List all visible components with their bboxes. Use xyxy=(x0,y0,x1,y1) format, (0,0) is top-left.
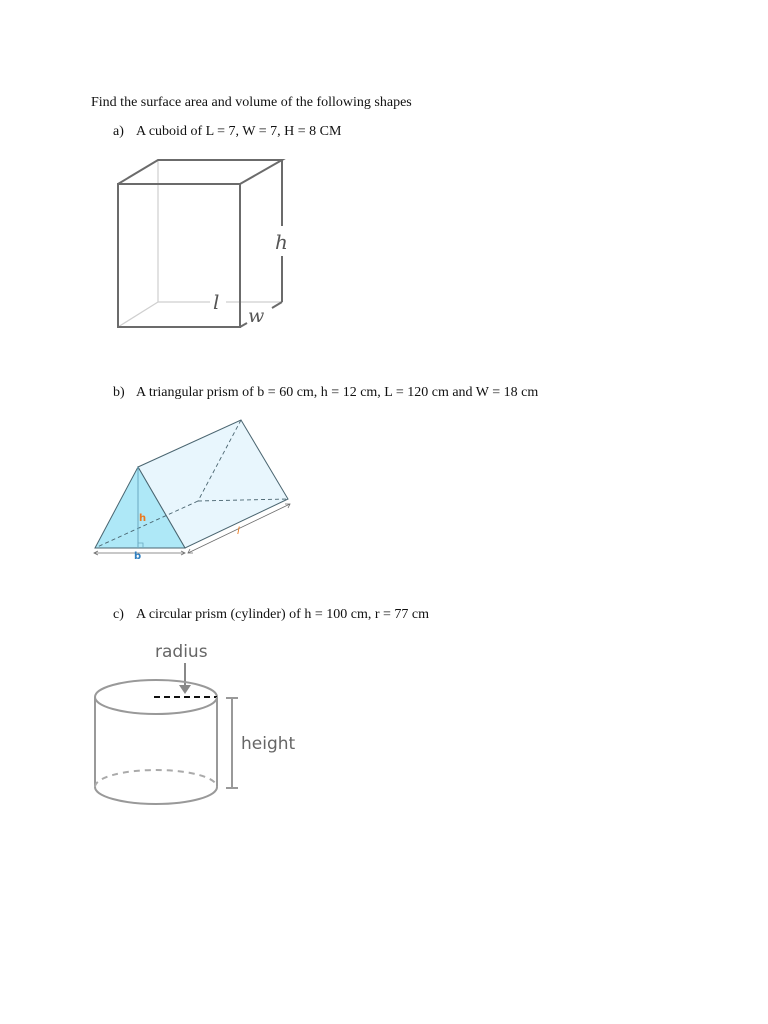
question-a-text: A cuboid of L = 7, W = 7, H = 8 CM xyxy=(136,124,342,139)
prism-length-label: l xyxy=(237,526,240,537)
cylinder-bottom-front xyxy=(95,787,217,804)
cuboid-front-face xyxy=(118,184,240,327)
question-c-text: A circular prism (cylinder) of h = 100 cm, r = 77 cm xyxy=(136,607,429,622)
cuboid-bottom-right-edge xyxy=(240,323,247,327)
triangular-prism-diagram xyxy=(88,415,298,565)
instruction-text: Find the surface area and volume of the following shapes xyxy=(91,95,412,110)
cuboid-hidden-edge xyxy=(118,302,158,327)
cuboid-width-label: w xyxy=(248,305,265,327)
question-b-text: A triangular prism of b = 60 cm, h = 12 cm, L = 120 cm and W = 18 cm xyxy=(136,385,539,400)
cuboid-bottom-right-edge xyxy=(272,302,282,308)
cylinder-height-label: height xyxy=(241,734,296,754)
cylinder-radius-label: radius xyxy=(155,642,208,662)
prism-base-label: b xyxy=(134,551,142,562)
cuboid-diagram xyxy=(110,152,300,337)
question-c-marker: c) xyxy=(113,607,124,622)
question-a-marker: a) xyxy=(113,124,124,139)
cuboid-height-label: h xyxy=(275,230,288,254)
cuboid-top-face xyxy=(118,160,282,184)
cuboid-length-label: l xyxy=(213,290,220,314)
prism-height-label: h xyxy=(139,513,147,524)
question-b-marker: b) xyxy=(113,385,125,400)
cylinder-diagram xyxy=(88,640,308,810)
cylinder-radius-arrowhead xyxy=(179,685,191,694)
cylinder-bottom-hidden xyxy=(95,770,217,787)
